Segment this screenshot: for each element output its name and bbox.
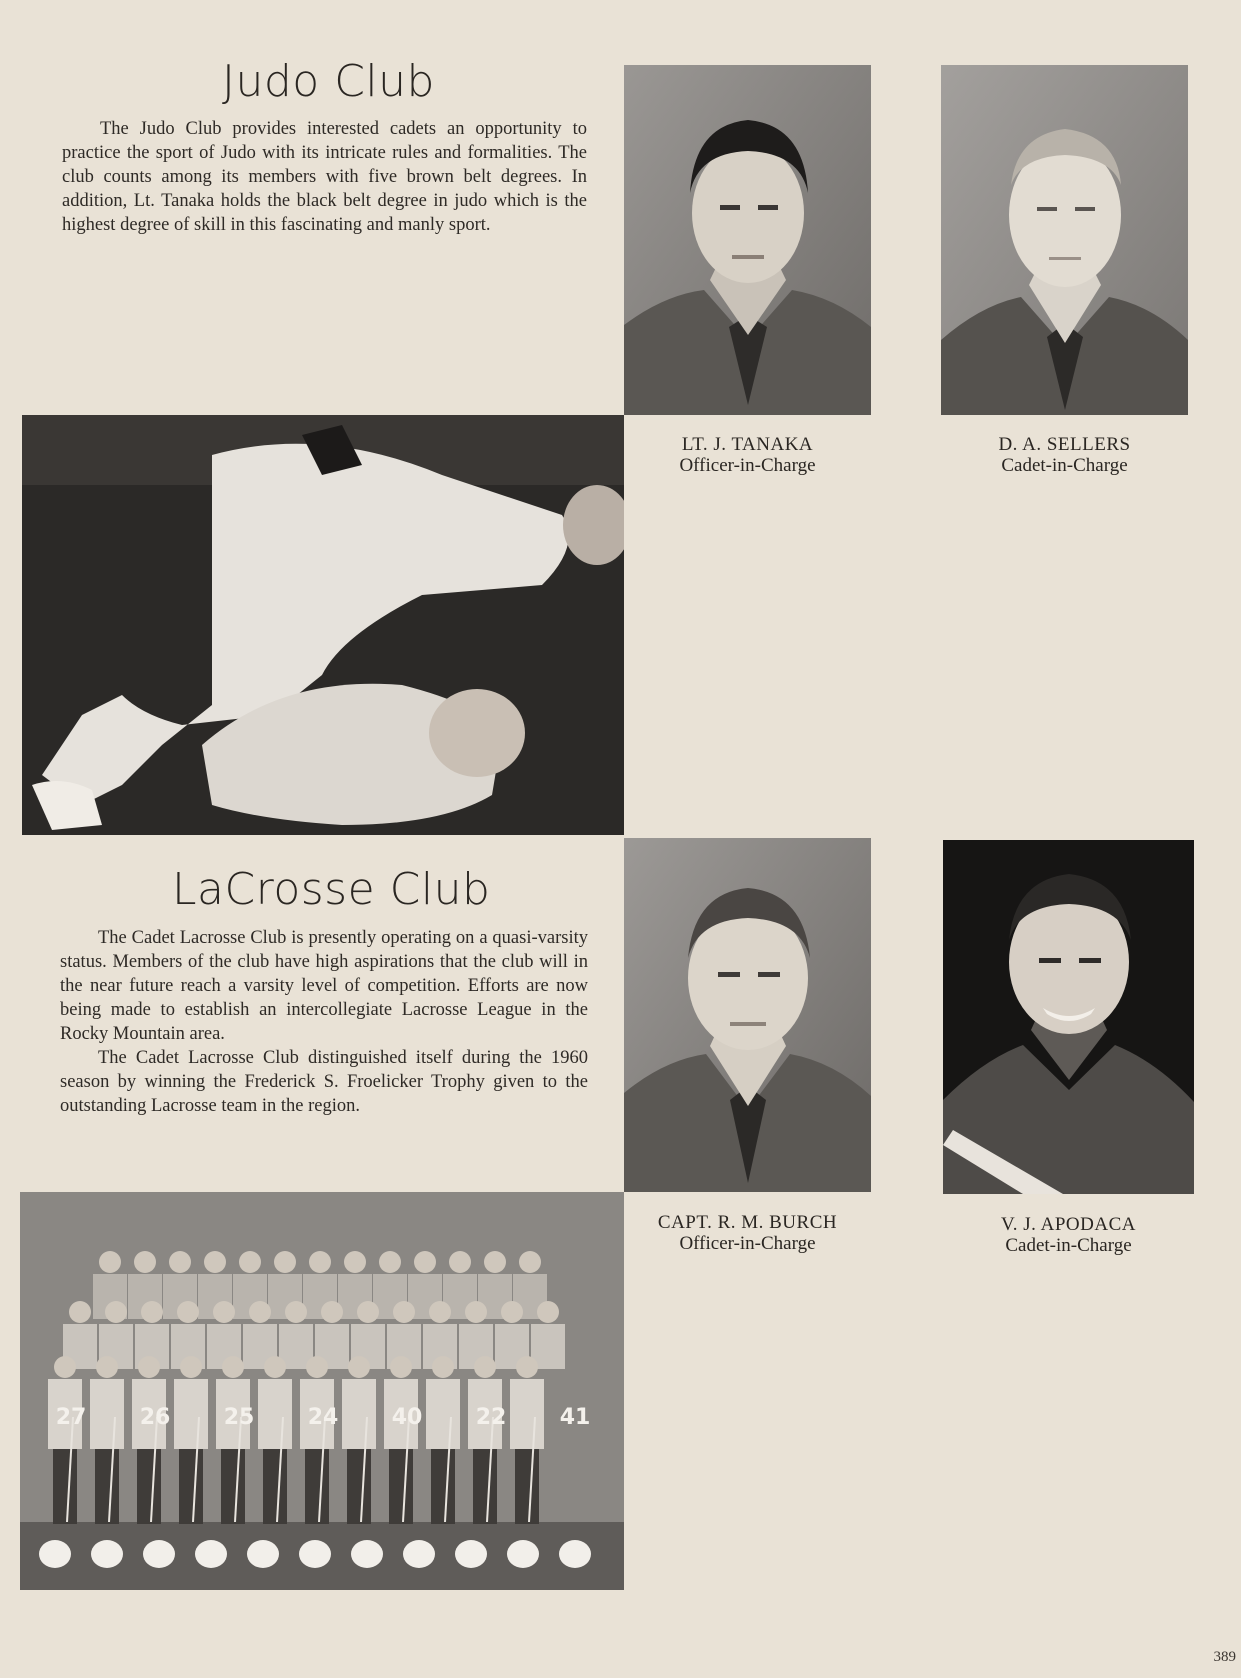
lacrosse-club-description bbox=[60, 926, 588, 1118]
sellers-portrait bbox=[941, 65, 1188, 415]
lacrosse-paragraph-1: The Cadet Lacrosse Club is presently operating on a quasi-varsity status. Members of the club have high aspirations that the club will in the near future reach a varsity level of competition. Efforts are now being made to establish an intercollegiate Lacrosse League in the Rocky Mountain area. bbox=[60, 928, 588, 1044]
lacrosse-cadet-name: V. J. APODACA bbox=[1001, 1214, 1136, 1235]
lacrosse-club-title: LaCrosse Club bbox=[172, 864, 491, 915]
tanaka-portrait bbox=[624, 65, 871, 415]
judo-cadet-caption bbox=[941, 434, 1188, 476]
page-number: 389 bbox=[1213, 1649, 1236, 1665]
jersey-number: 26 bbox=[139, 1405, 171, 1430]
jersey-number: 40 bbox=[391, 1405, 423, 1430]
jersey-number: 27 bbox=[55, 1405, 87, 1430]
judo-club-title: Judo Club bbox=[222, 56, 435, 107]
jersey-number: 24 bbox=[307, 1405, 339, 1430]
apodaca-portrait bbox=[943, 840, 1194, 1194]
judo-cadet-role: Cadet-in-Charge bbox=[1001, 455, 1128, 476]
jersey-number: 22 bbox=[475, 1405, 507, 1430]
judo-officer-role: Officer-in-Charge bbox=[679, 455, 816, 476]
judo-officer-caption bbox=[624, 434, 871, 476]
judo-cadet-name: D. A. SELLERS bbox=[998, 434, 1131, 455]
lacrosse-officer-name: CAPT. R. M. BURCH bbox=[657, 1212, 838, 1233]
lacrosse-cadet-caption bbox=[943, 1214, 1194, 1256]
lacrosse-paragraph-2: The Cadet Lacrosse Club distinguished itself during the 1960 season by winning the Frederick S. Froelicker Trophy given to the outstanding Lacrosse team in the region. bbox=[60, 1048, 588, 1116]
burch-portrait bbox=[624, 838, 871, 1192]
lacrosse-officer-role: Officer-in-Charge bbox=[679, 1233, 816, 1254]
lacrosse-team-photo bbox=[20, 1192, 624, 1590]
lacrosse-cadet-role: Cadet-in-Charge bbox=[1005, 1235, 1132, 1256]
jersey-number: 41 bbox=[559, 1405, 591, 1430]
lacrosse-officer-caption bbox=[624, 1212, 871, 1254]
judo-club-description bbox=[62, 117, 587, 237]
jersey-number: 25 bbox=[223, 1405, 255, 1430]
judo-action-photo bbox=[22, 415, 624, 835]
judo-paragraph: The Judo Club provides interested cadets an opportunity to practice the sport of Judo with its intricate rules and formalities. The club counts among its members with five brown belt degrees. In addition, Lt. Tanaka holds the black belt degree in judo which is the highest degree of skill in this fascinating and manly sport. bbox=[62, 119, 587, 235]
judo-officer-name: LT. J. TANAKA bbox=[681, 434, 814, 455]
